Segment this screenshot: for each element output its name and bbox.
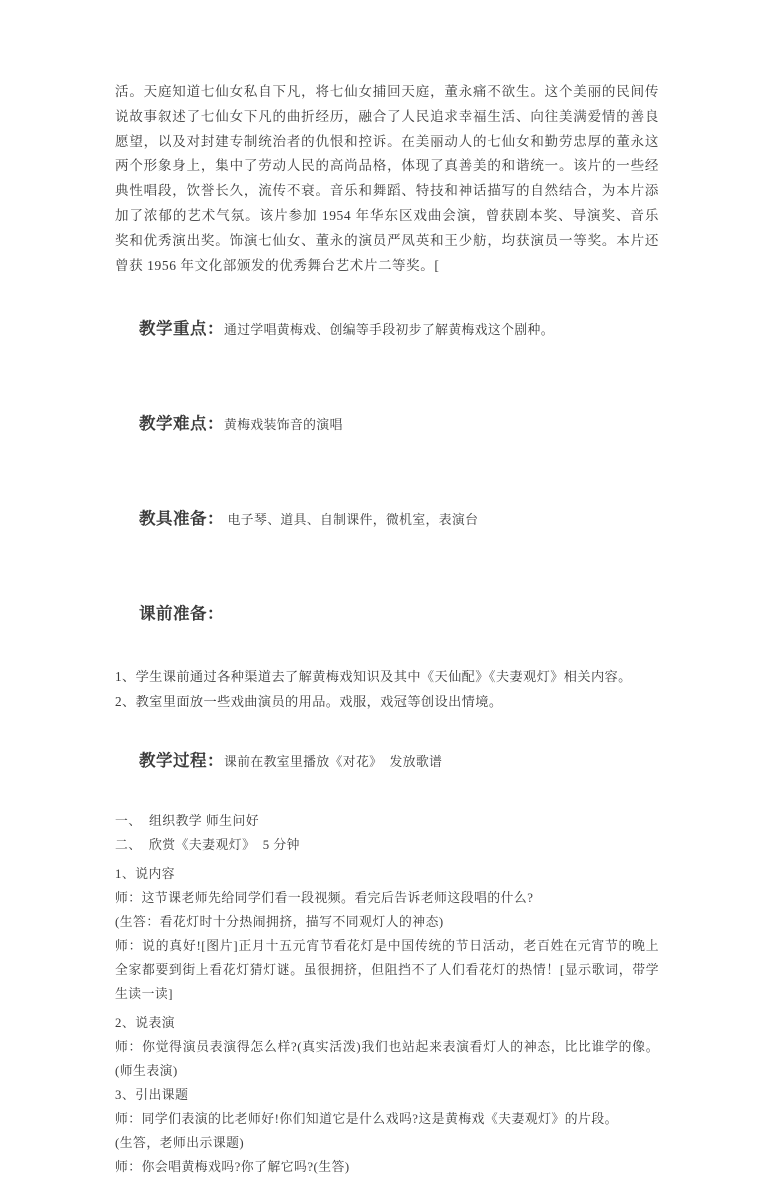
pre-class-item: 1、学生课前通过各种渠道去了解黄梅戏知识及其中《天仙配》《夫妻观灯》相关内容。 xyxy=(115,669,632,685)
process-line: 一、 组织教学 师生问好 xyxy=(115,814,260,829)
process-line: 2、说表演 xyxy=(115,1016,176,1031)
process-line: 师：同学们表演的比老师好!你们知道它是什么戏吗?这是黄梅戏《夫妻观灯》的片段。 xyxy=(115,1112,618,1127)
process-intro: 课前在教室里播放《对花》 发放歌谱 xyxy=(224,755,443,770)
process-line: 师：这节课老师先给同学们看一段视频。看完后告诉老师这段唱的什么? xyxy=(115,891,534,906)
section-pre-class xyxy=(115,567,659,661)
pre-class-item: 2、教室里面放一些戏曲演员的用品。戏服，戏冠等创设出情境。 xyxy=(115,694,503,710)
section-process xyxy=(115,714,659,809)
process-line: 3、引出课题 xyxy=(115,1088,189,1103)
section-materials xyxy=(115,472,659,567)
pre-class-list xyxy=(115,664,659,714)
process-line: 师：说的真好![图片]正月十五元宵节看花灯是中国传统的节日活动，老百姓在元宵节的晚上全家都要到街上看花灯猜灯谜。虽很拥挤，但阻挡不了人们看花灯的热情！[显示歌词，带学生读一读] xyxy=(115,939,659,1002)
process-line: 二、 欣赏《夫妻观灯》 5 分钟 xyxy=(115,838,300,853)
process-line: 1、说内容 xyxy=(115,867,176,882)
key-points-label: 教学重点： xyxy=(139,319,224,339)
process-body xyxy=(115,809,659,1179)
section-difficulties xyxy=(115,377,659,472)
process-label: 教学过程： xyxy=(139,751,224,771)
pre-class-label: 课前准备： xyxy=(139,604,224,624)
process-line: 师：你觉得演员表演得怎么样?(真实活泼)我们也站起来表演看灯人的神态，比比谁学的像。(师生表演) xyxy=(115,1040,659,1079)
difficulties-text: 黄梅戏装饰音的演唱 xyxy=(224,418,343,433)
materials-label: 教具准备： xyxy=(139,509,224,529)
process-line: (生答，老师出示课题) xyxy=(115,1136,245,1151)
process-line: 师：你会唱黄梅戏吗?你了解它吗?(生答) xyxy=(115,1160,350,1175)
intro-paragraph: 活。天庭知道七仙女私自下凡，将七仙女捕回天庭，董永痛不欲生。这个美丽的民间传说故事叙述了七仙女下凡的曲折经历，融合了人民追求幸福生活、向往美满爱情的善良愿望，以及对封建专制统治者的仇恨和控诉。在美丽动人的七仙女和勤劳忠厚的董永这两个形象身上，集中了劳动人民的高尚品格，体现了真善美的和谐统一。该片的一些经典性唱段，饮誉长久，流传不衰。音乐和舞蹈、特技和神话描写的自然结合，为本片添加了浓郁的艺术气氛。该片参加 1954 年华东区戏曲会演，曾获剧本奖、导演奖、音乐奖和优秀演出奖。饰演七仙女、董永的演员严凤英和王少舫，均获演员一等奖。本片还曾获 1956 年文化部颁发的优秀舞台艺术片二等奖。[ xyxy=(115,84,659,273)
difficulties-label: 教学难点： xyxy=(139,414,224,434)
process-line: (生答：看花灯时十分热闹拥挤，描写不同观灯人的神态) xyxy=(115,915,444,930)
key-points-text: 通过学唱黄梅戏、创编等手段初步了解黄梅戏这个剧种。 xyxy=(224,323,554,338)
section-key-points xyxy=(115,282,659,377)
materials-text: 电子琴、道具、自制课件，微机室，表演台 xyxy=(224,513,479,528)
